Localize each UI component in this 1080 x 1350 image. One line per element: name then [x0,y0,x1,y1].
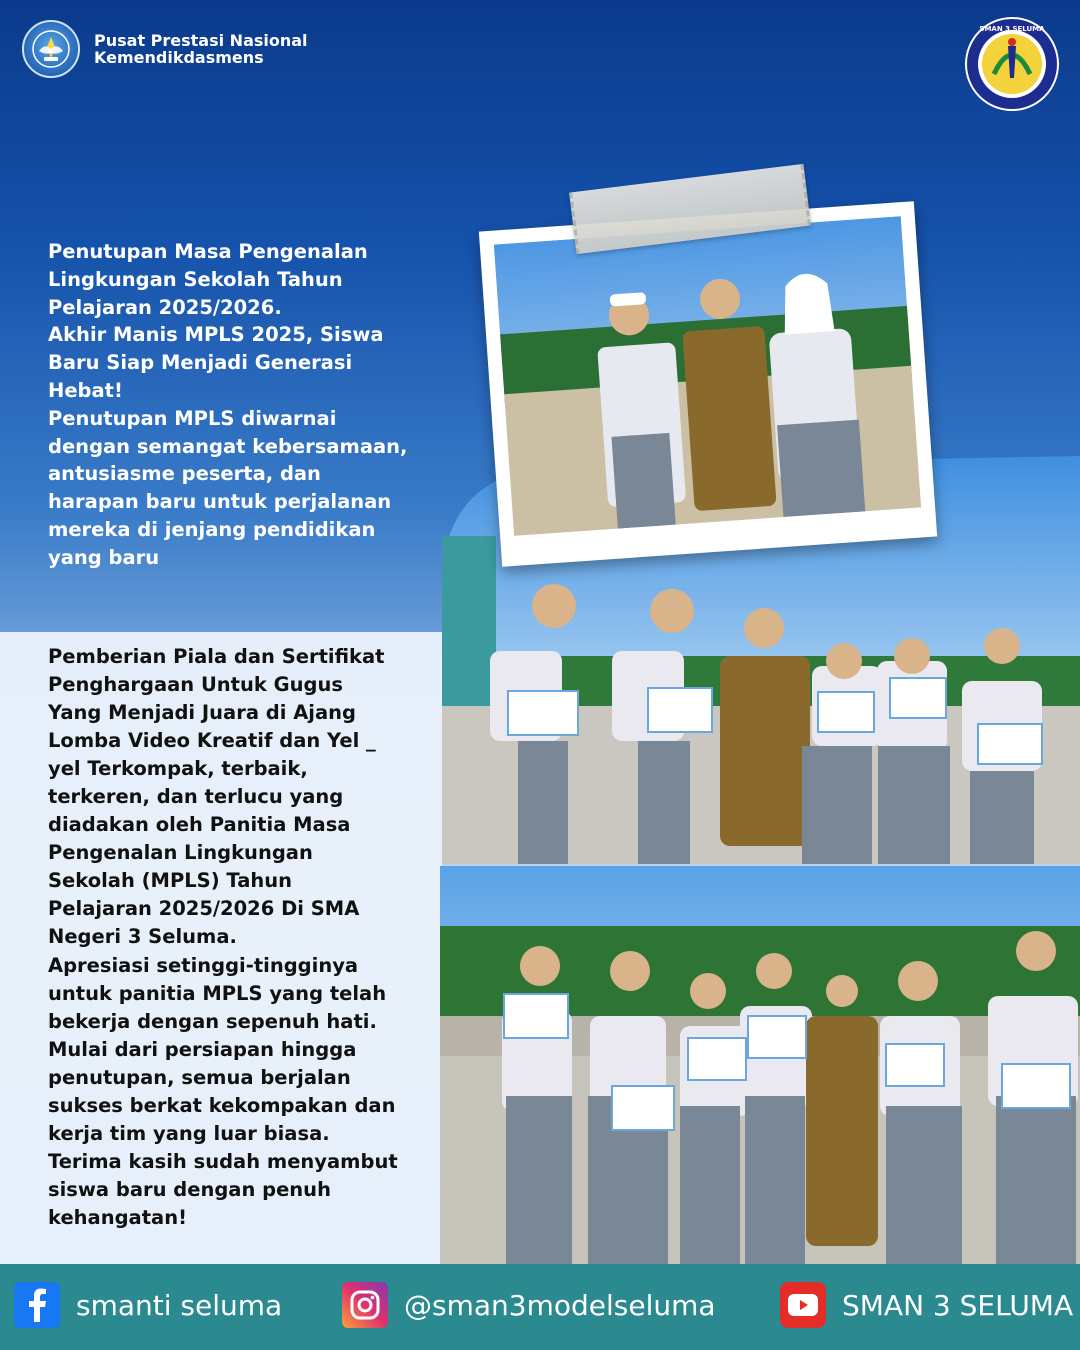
group-photo-certificates [440,866,1080,1264]
intro-text-block [48,238,408,572]
youtube-icon [780,1282,826,1328]
footer [0,1264,1080,1350]
facebook-link[interactable] [14,1282,282,1328]
facebook-icon [14,1282,60,1328]
trio-photo [494,216,921,536]
header [22,20,308,78]
youtube-channel: SMAN 3 SELUMA [842,1288,1074,1322]
school-logo-icon [964,16,1060,112]
polaroid-photo-frame [479,201,937,567]
instagram-icon [342,1282,388,1328]
instagram-link[interactable] [342,1282,716,1328]
ministry-name [94,32,308,66]
ministry-logo-icon [22,20,80,78]
appreciation-description: Apresiasi setinggi-tingginya untuk panitia MPLS yang telah bekerja dengan sepenuh hati. Mulai dari persiapan hingga penutupan, semua berjalan sukses berkat kekompakan dan kerja tim yang luar biasa. Terima kasih sudah menyambut siswa baru dengan penuh kehangatan! [48,954,398,1229]
award-description: Pemberian Piala dan Sertifikat Penghargaan Untuk Gugus Yang Menjadi Juara di Ajang Lomba Video Kreatif dan Yel _ yel Terkompak, terbaik, terkeren, dan terlucu yang diadakan oleh Panitia Masa Pengenalan Lingkungan Sekolah (MPLS) Tahun Pelajaran 2025/2026 Di SMA Negeri 3 Seluma. [48,645,385,948]
facebook-handle: smanti seluma [76,1288,283,1322]
youtube-link[interactable] [780,1282,1073,1328]
instagram-handle: @sman3modelseluma [404,1288,716,1322]
school-logo-text: SMAN 3 SELUMA [979,25,1045,33]
ministry-name-line1: Pusat Prestasi Nasional [94,31,308,50]
ministry-name-line2: Kemendikdasmens [94,48,264,67]
intro-text: Penutupan Masa Pengenalan Lingkungan Sekolah Tahun Pelajaran 2025/2026. Akhir Manis MPLS 2025, Siswa Baru Siap Menjadi Generasi Hebat! Penutupan MPLS diwarnai dengan semangat kebersamaan, antusiasme peserta, dan harapan baru untuk perjalanan mereka di jenjang pendidikan yang baru [48,240,408,569]
